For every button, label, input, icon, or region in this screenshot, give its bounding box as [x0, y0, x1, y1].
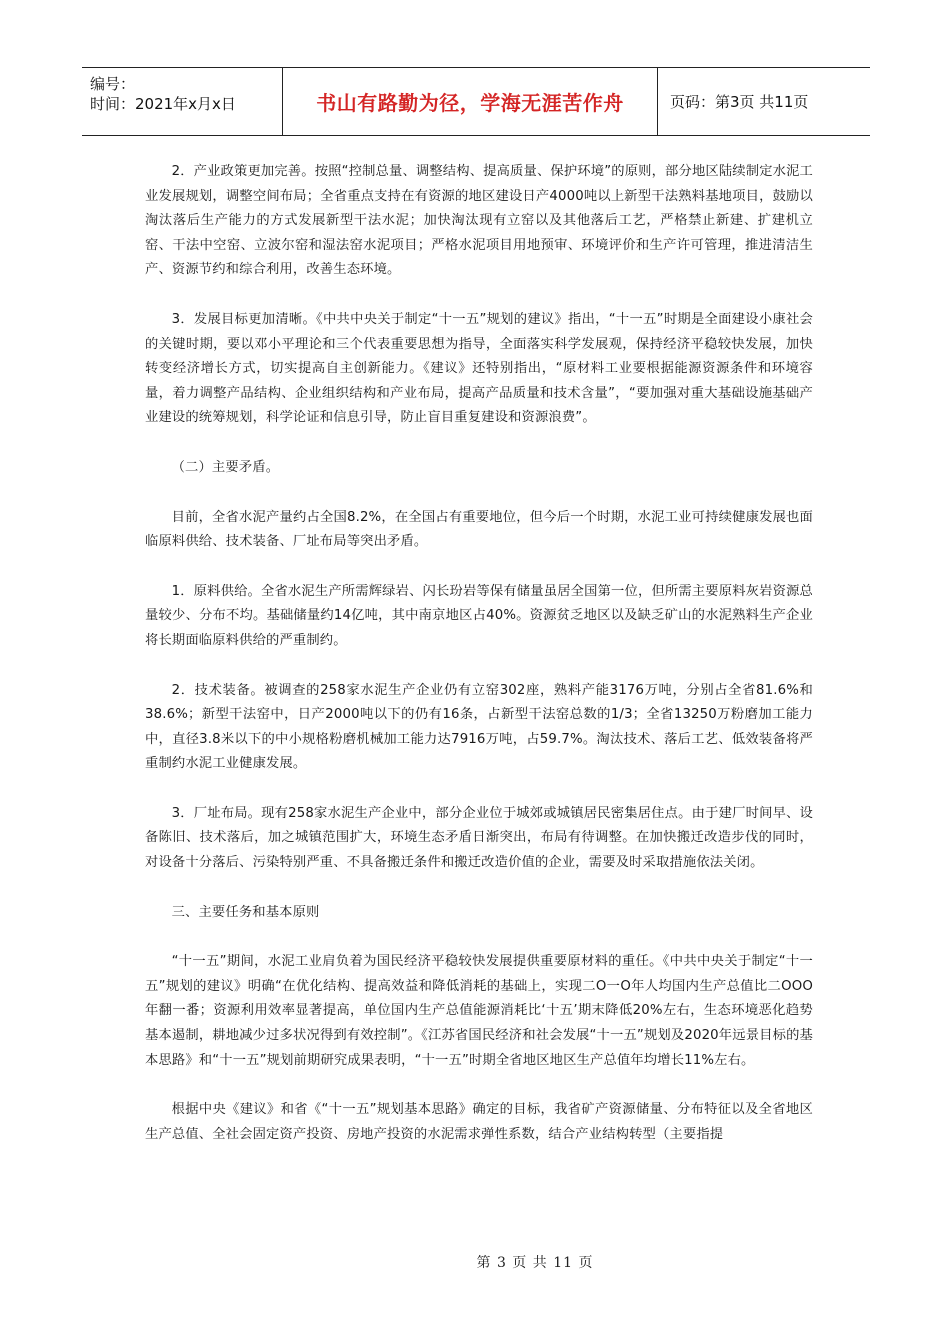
page-header: [82, 67, 870, 136]
doc-date-label: 时间：2021年x月x日: [90, 95, 236, 113]
paragraph-raw-material: 1．原料供给。全省水泥生产所需辉绿岩、闪长玢岩等保有储量虽居全国第一位，但所需主要原料灰岩资源总量较少、分布不均。基础储量约14亿吨，其中南京地区占40%。资源贫乏地区以及缺乏矿山的水泥熟料生产企业将长期面临原料供给的严重制约。: [145, 583, 813, 648]
header-left-cell: [82, 68, 283, 135]
document-body: [145, 160, 813, 1147]
page-footer: 第 3 页 共 11 页: [476, 1255, 594, 1271]
paragraph-site-layout: 3．厂址布局。现有258家水泥生产企业中，部分企业位于城郊或城镇居民密集居住点。由于建厂时间早、设备陈旧、技术落后，加之城镇范围扩大，环境生态矛盾日渐突出，布局有待调整。在加快搬迁改造步伐的同时，对设备十分落后、污染特别严重、不具备搬迁条件和搬迁改造价值的企业，需要及时采取措施依法关闭。: [145, 805, 813, 871]
paragraph-equipment: 2．技术装备。被调查的258家水泥生产企业仍有立窑302座，熟料产能3176万吨，分别占全省81.6%和38.6%；新型干法窑中，日产2000吨以下的仍有16条，占新型干法窑总数的1/3；全省13250万粉磨加工能力中，直径3.8米以下的中小规格粉磨机械加工能力达7916万吨，占59.7%。淘汰技术、落后工艺、低效装备将严重制约水泥工业健康发展。: [145, 682, 813, 772]
paragraph-targets: 根据中央《建议》和省《“十一五”规划基本思路》确定的目标，我省矿产资源储量、分布特征以及全省地区生产总值、全社会固定资产投资、房地产投资的水泥需求弹性系数，结合产业结构转型（主要指提: [145, 1102, 813, 1142]
paragraph-goals: 3．发展目标更加清晰。《中共中央关于制定“十一五”规划的建议》指出，“十一五”时期是全面建设小康社会的关键时期，要以邓小平理论和三个代表重要思想为指导，全面落实科学发展观，保持经济平稳较快发展，加快转变经济增长方式，切实提高自主创新能力。《建议》还特别指出，“原材料工业要根据能源资源条件和环境容量，着力调整产品结构、企业组织结构和产业布局，提高产品质量和技术含量”，“要加强对重大基础设施基础产业建设的统筹规划，科学论证和信息引导，防止盲目重复建设和资源浪费”。: [145, 311, 813, 426]
header-motto: 书山有路勤为径，学海无涯苦作舟: [283, 68, 658, 135]
header-page-number: 页码：第3页 共11页: [670, 93, 809, 111]
section-heading-main-contradictions: （二）主要矛盾。: [171, 459, 280, 475]
section-heading-tasks: 三、主要任务和基本原则: [171, 904, 320, 920]
paragraph-policy: 2．产业政策更加完善。按照“控制总量、调整结构、提高质量、保护环境”的原则，部分地区陆续制定水泥工业发展规划，调整空间布局；全省重点支持在有资源的地区建设日产4000吨以上新型干法熟料基地项目，鼓励以淘汰落后生产能力的方式发展新型干法水泥；加快淘汰现有立窑以及其他落后工艺，严格禁止新建、扩建机立窑、干法中空窑、立波尔窑和湿法窑水泥项目；严格水泥项目用地预审、环境评价和生产许可管理，推进清洁生产、资源节约和综合利用，改善生态环境。: [145, 164, 813, 278]
doc-number-label: 编号：: [90, 75, 136, 93]
paragraph-eleventh-five-year: “十一五”期间，水泥工业肩负着为国民经济平稳较快发展提供重要原材料的重任。《中共中央关于制定“十一五”规划的建议》明确“在优化结构、提高效益和降低消耗的基础上，实现二O一O年人均国内生产总值比二OOO年翻一番；资源利用效率显著提高，单位国内生产总值能源消耗比‘十五’期末降低20%左右，生态环境恶化趋势基本遏制，耕地减少过多状况得到有效控制”。《江苏省国民经济和社会发展“十一五”规划及2020年远景目标的基本思路》和“十一五”规划前期研究成果表明，“十一五”时期全省地区地区生产总值年均增长11%左右。: [145, 954, 813, 1068]
paragraph-overview: 目前，全省水泥产量约占全国8.2%，在全国占有重要地位，但今后一个时期，水泥工业可持续健康发展也面临原料供给、技术装备、厂址布局等突出矛盾。: [145, 509, 813, 550]
